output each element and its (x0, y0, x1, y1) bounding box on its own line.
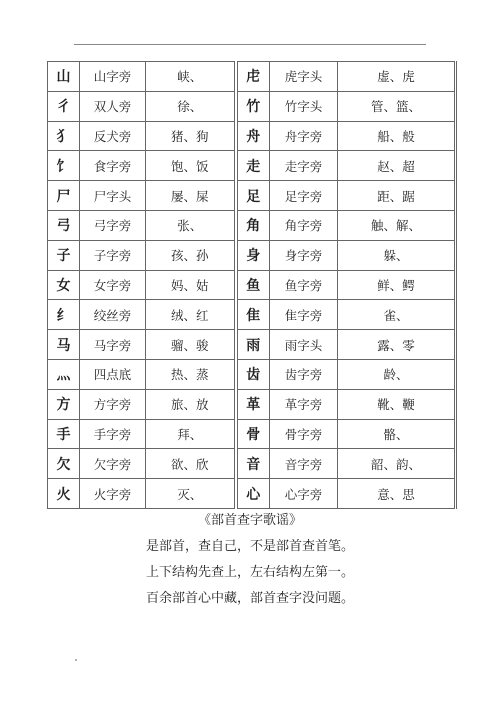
left-radical-name-cell: 方字旁 (80, 389, 146, 419)
left-radical-name-cell: 反犬旁 (80, 121, 146, 151)
table-row (48, 359, 456, 389)
right-example-cell: 意、思 (338, 479, 456, 509)
right-example-cell: 龄、 (338, 359, 456, 389)
right-example-cell: 骼、 (338, 419, 456, 449)
radical-table-body (48, 62, 456, 509)
poem-title: 《部首查字歌谣》 (197, 513, 302, 528)
right-radical-cell: 虍 (236, 62, 270, 92)
right-example-cell: 雀、 (338, 300, 456, 330)
table-row (48, 419, 456, 449)
left-radical-name-cell: 食字旁 (80, 151, 146, 181)
right-example-cell: 躲、 (338, 240, 456, 270)
left-radical-name-cell: 欠字旁 (80, 449, 146, 479)
right-radical-name-cell: 走字旁 (270, 151, 338, 181)
left-radical-cell: 欠 (48, 449, 80, 479)
right-radical-name-cell: 齿字旁 (270, 359, 338, 389)
right-radical-name-cell: 隹字旁 (270, 300, 338, 330)
left-radical-cell: 犭 (48, 121, 80, 151)
left-radical-cell: 彳 (48, 91, 80, 121)
poem-line: 上下结构先查上，左右结构左第一。 (145, 565, 354, 580)
table-row (48, 62, 456, 92)
table-row (48, 270, 456, 300)
top-divider (74, 44, 426, 45)
left-example-cell: 灭、 (146, 479, 236, 509)
table-row (48, 449, 456, 479)
table-row (48, 151, 456, 181)
left-example-cell: 屡、屎 (146, 181, 236, 211)
right-example-cell: 触、解、 (338, 210, 456, 240)
left-radical-name-cell: 四点底 (80, 359, 146, 389)
poem (0, 508, 500, 612)
right-radical-cell: 隹 (236, 300, 270, 330)
left-example-cell: 张、 (146, 210, 236, 240)
poem-line: 是部首，查自己，不是部首查首笔。 (145, 539, 354, 554)
left-radical-cell: 手 (48, 419, 80, 449)
left-example-cell: 骝、骏 (146, 330, 236, 360)
left-example-cell: 峡、 (146, 62, 236, 92)
poem-line: 百余部首心中藏，部首查字没问题。 (145, 591, 354, 606)
left-radical-name-cell: 子字旁 (80, 240, 146, 270)
left-example-cell: 猪、狗 (146, 121, 236, 151)
right-radical-cell: 身 (236, 240, 270, 270)
right-radical-cell: 骨 (236, 419, 270, 449)
right-radical-cell: 齿 (236, 359, 270, 389)
right-example-cell: 赵、超 (338, 151, 456, 181)
table-row (48, 210, 456, 240)
left-radical-cell: 子 (48, 240, 80, 270)
right-radical-cell: 鱼 (236, 270, 270, 300)
left-example-cell: 绒、红 (146, 300, 236, 330)
left-radical-cell: 纟 (48, 300, 80, 330)
left-radical-name-cell: 双人旁 (80, 91, 146, 121)
left-radical-name-cell: 马字旁 (80, 330, 146, 360)
left-example-cell: 旅、放 (146, 389, 236, 419)
left-radical-cell: 马 (48, 330, 80, 360)
radical-table (47, 61, 457, 509)
left-radical-name-cell: 弓字旁 (80, 210, 146, 240)
right-example-cell: 靴、鞭 (338, 389, 456, 419)
left-example-cell: 饱、饭 (146, 151, 236, 181)
left-example-cell: 徐、 (146, 91, 236, 121)
left-example-cell: 拜、 (146, 419, 236, 449)
left-radical-cell: 饣 (48, 151, 80, 181)
right-radical-cell: 心 (236, 479, 270, 509)
left-radical-name-cell: 山字旁 (80, 62, 146, 92)
left-radical-cell: 火 (48, 479, 80, 509)
left-radical-cell: 女 (48, 270, 80, 300)
right-example-cell: 船、般 (338, 121, 456, 151)
right-radical-name-cell: 鱼字旁 (270, 270, 338, 300)
right-radical-name-cell: 足字旁 (270, 181, 338, 211)
right-radical-cell: 走 (236, 151, 270, 181)
right-radical-cell: 舟 (236, 121, 270, 151)
right-radical-name-cell: 音字旁 (270, 449, 338, 479)
right-radical-name-cell: 革字旁 (270, 389, 338, 419)
table-row (48, 121, 456, 151)
left-radical-name-cell: 火字旁 (80, 479, 146, 509)
right-example-cell: 鲜、鳄 (338, 270, 456, 300)
right-radical-cell: 足 (236, 181, 270, 211)
right-radical-name-cell: 心字旁 (270, 479, 338, 509)
left-radical-name-cell: 尸字头 (80, 181, 146, 211)
left-radical-cell: 灬 (48, 359, 80, 389)
right-radical-cell: 革 (236, 389, 270, 419)
right-radical-cell: 音 (236, 449, 270, 479)
table-row (48, 91, 456, 121)
table-row (48, 181, 456, 211)
right-example-cell: 韶、韵、 (338, 449, 456, 479)
right-radical-name-cell: 身字旁 (270, 240, 338, 270)
right-example-cell: 管、篮、 (338, 91, 456, 121)
left-radical-name-cell: 手字旁 (80, 419, 146, 449)
table-row (48, 240, 456, 270)
right-radical-name-cell: 雨字头 (270, 330, 338, 360)
left-radical-name-cell: 女字旁 (80, 270, 146, 300)
right-radical-cell: 竹 (236, 91, 270, 121)
left-example-cell: 孩、孙 (146, 240, 236, 270)
stray-mark (75, 659, 77, 661)
table-row (48, 300, 456, 330)
right-radical-cell: 角 (236, 210, 270, 240)
right-radical-name-cell: 骨字旁 (270, 419, 338, 449)
right-radical-name-cell: 角字旁 (270, 210, 338, 240)
right-radical-cell: 雨 (236, 330, 270, 360)
right-example-cell: 虚、虎 (338, 62, 456, 92)
left-radical-cell: 山 (48, 62, 80, 92)
right-radical-name-cell: 舟字旁 (270, 121, 338, 151)
right-radical-name-cell: 虎字头 (270, 62, 338, 92)
left-example-cell: 热、蒸 (146, 359, 236, 389)
left-radical-cell: 方 (48, 389, 80, 419)
table-row (48, 479, 456, 509)
table-row (48, 330, 456, 360)
table-row (48, 389, 456, 419)
left-radical-name-cell: 绞丝旁 (80, 300, 146, 330)
left-example-cell: 欲、欣 (146, 449, 236, 479)
right-example-cell: 露、零 (338, 330, 456, 360)
left-example-cell: 妈、姑 (146, 270, 236, 300)
right-example-cell: 距、踞 (338, 181, 456, 211)
left-radical-cell: 尸 (48, 181, 80, 211)
right-radical-name-cell: 竹字头 (270, 91, 338, 121)
left-radical-cell: 弓 (48, 210, 80, 240)
